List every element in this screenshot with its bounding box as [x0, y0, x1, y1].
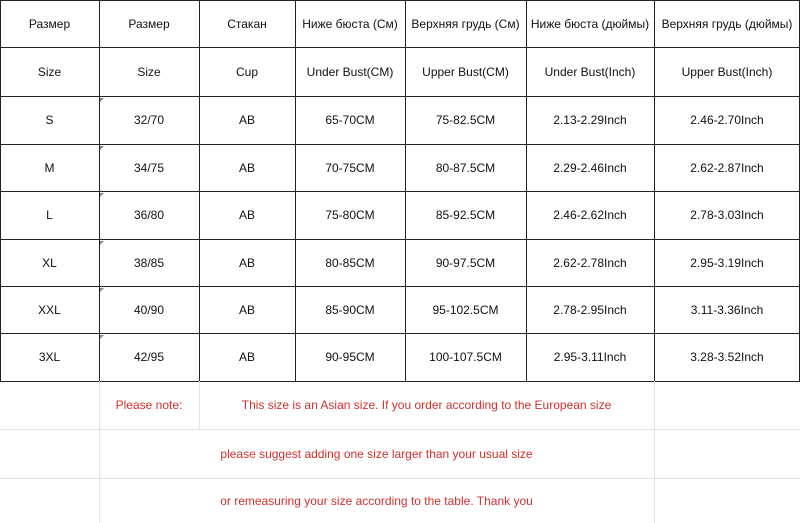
grid-line [199, 0, 200, 381]
grid-line [0, 429, 800, 430]
cell-corner-marker [100, 335, 104, 339]
grid-line [0, 144, 800, 145]
cell-corner-marker [100, 146, 104, 150]
table-cell: 2.78-2.95Inch [553, 302, 627, 317]
header-ru-cell: Ниже бюста (дюймы) [530, 16, 650, 31]
grid-line [0, 96, 800, 97]
table-cell: 42/95 [133, 350, 165, 364]
table-cell: M [44, 160, 55, 175]
header-en-cell: Under Bust(CM) [306, 64, 394, 79]
table-cell: 75-80CM [325, 208, 375, 222]
table-cell: AB [238, 302, 255, 317]
grid-line [0, 47, 800, 48]
table-cell: 70-75CM [325, 160, 375, 175]
table-cell: 2.62-2.87Inch [690, 160, 764, 175]
header-en-cell: Size [137, 64, 161, 79]
table-cell: 40/90 [133, 302, 165, 317]
table-cell: 2.29-2.46Inch [553, 160, 627, 175]
grid-line [0, 478, 800, 479]
cell-corner-marker [100, 241, 104, 245]
table-cell: AB [238, 208, 255, 222]
table-cell: 2.46-2.62Inch [553, 208, 627, 222]
table-cell: 3.11-3.36Inch [690, 302, 764, 317]
table-cell: L [46, 208, 53, 222]
grid-line [654, 381, 655, 523]
grid-line [0, 381, 800, 382]
table-cell: S [45, 113, 54, 127]
grid-line [526, 0, 527, 381]
grid-line [0, 191, 800, 192]
grid-line [199, 381, 200, 429]
grid-line [405, 0, 406, 381]
grid-line [0, 286, 800, 287]
grid-line [0, 0, 800, 1]
header-ru-cell: Ниже бюста (См) [302, 16, 398, 31]
note-label: Please note: [115, 398, 183, 412]
table-cell: 80-85CM [325, 255, 375, 270]
header-ru-cell: Стакан [227, 16, 267, 31]
table-cell: AB [238, 113, 255, 127]
table-cell: 3XL [38, 350, 61, 364]
table-cell: 2.13-2.29Inch [553, 113, 627, 127]
table-cell: 2.62-2.78Inch [553, 255, 627, 270]
table-cell: 32/70 [133, 113, 165, 127]
table-cell: XXL [38, 302, 61, 317]
note-line-2: please suggest adding one size larger than your usual size [220, 446, 533, 461]
grid-line [0, 0, 1, 381]
table-cell: AB [238, 255, 255, 270]
table-cell: XL [42, 255, 57, 270]
table-cell: 100-107.5CM [429, 350, 502, 364]
table-cell: 2.95-3.11Inch [553, 350, 627, 364]
table-cell: 80-87.5CM [435, 160, 496, 175]
table-cell: 75-82.5CM [435, 113, 496, 127]
header-ru-cell: Размер [28, 16, 71, 31]
table-cell: AB [238, 350, 255, 364]
table-cell: 65-70CM [325, 113, 375, 127]
header-ru-cell: Размер [128, 16, 170, 31]
grid-line [0, 239, 800, 240]
table-cell: 34/75 [133, 160, 165, 175]
header-ru-cell: Верхняя грудь (См) [411, 16, 520, 31]
table-cell: 95-102.5CM [432, 302, 499, 317]
grid-line [654, 0, 655, 381]
table-cell: 2.78-3.03Inch [690, 208, 764, 222]
header-ru-cell: Верхняя грудь (дюймы) [661, 16, 793, 31]
header-en-cell: Under Bust(Inch) [544, 64, 636, 79]
grid-line [99, 381, 100, 523]
table-cell: 36/80 [133, 208, 165, 222]
table-cell: AB [238, 160, 255, 175]
note-line-1: This size is an Asian size. If you order according to the European size [241, 398, 612, 412]
grid-line [295, 0, 296, 381]
table-cell: 85-90CM [325, 302, 375, 317]
table-cell: 85-92.5CM [435, 208, 496, 222]
note-line-3: or remeasuring your size according to the table. Thank you [220, 493, 533, 508]
cell-corner-marker [100, 193, 104, 197]
grid-line [99, 0, 100, 381]
table-cell: 3.28-3.52Inch [690, 350, 764, 364]
header-en-cell: Upper Bust(CM) [422, 64, 509, 79]
cell-corner-marker [100, 288, 104, 292]
grid-line [0, 333, 800, 334]
header-en-cell: Cup [235, 64, 258, 79]
table-cell: 2.95-3.19Inch [690, 255, 764, 270]
cell-corner-marker [100, 98, 104, 102]
table-cell: 90-95CM [325, 350, 375, 364]
header-en-cell: Size [37, 64, 62, 79]
table-cell: 2.46-2.70Inch [690, 113, 764, 127]
table-cell: 90-97.5CM [435, 255, 496, 270]
table-cell: 38/85 [133, 255, 165, 270]
header-en-cell: Upper Bust(Inch) [681, 64, 773, 79]
